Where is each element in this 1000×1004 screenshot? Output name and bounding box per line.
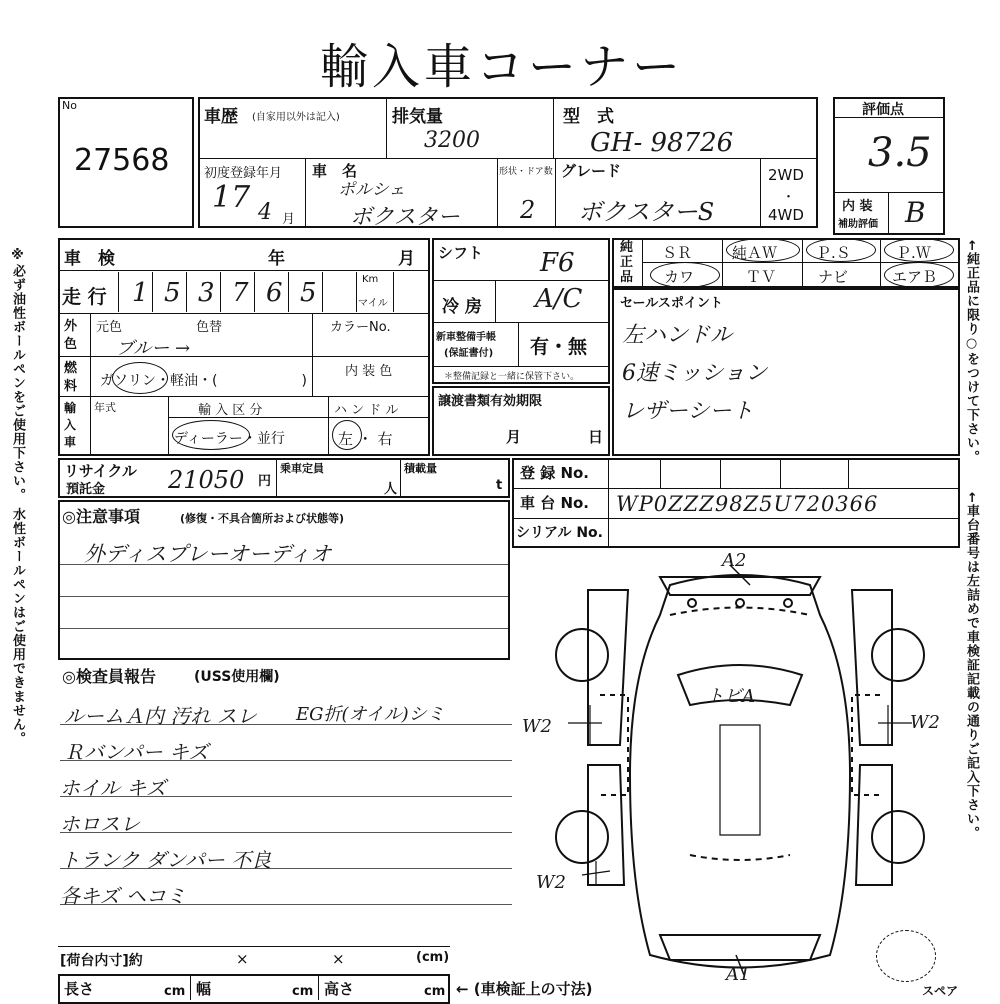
ac-label: 冷 房 <box>442 297 482 317</box>
recycle-value: 21050 <box>168 466 245 494</box>
genuine-aw: 純ＡＷ <box>732 244 778 262</box>
transfer-month: 月 <box>506 428 522 446</box>
import-year-label: 年式 <box>94 401 116 414</box>
shift-value: F6 <box>540 248 575 278</box>
inspector-label: ◎検査員報告 <box>62 667 156 686</box>
history-note: (自家用以外は記入) <box>252 112 340 123</box>
genuine-navi: ナビ <box>818 268 849 286</box>
recycle-label2: 預託金 <box>66 482 106 497</box>
chassis-label: 車 台 No. <box>520 494 590 512</box>
genuine-airbag: エアＢ <box>892 268 938 286</box>
import-category-label: 輸 入 区 分 <box>198 403 263 418</box>
dims-note: ← (車検証上の寸法) <box>456 980 593 998</box>
cargo-x1: × <box>236 950 249 968</box>
color-no-label: カラーNo. <box>330 320 391 335</box>
fuel-options: ガソリン・軽油・( ) <box>100 373 307 389</box>
serial-label: シリアル No. <box>516 525 603 541</box>
inspector-line-1: ルームＡ内 汚れ スレ <box>64 704 257 728</box>
caution-note: (修復・不具合箇所および状態等) <box>180 512 345 525</box>
mileage-digit-3: 3 <box>198 278 215 308</box>
mileage-unit-km: Km <box>362 274 379 285</box>
dims-height: 高さ <box>324 980 355 998</box>
diagram-label-w2-left: W2 <box>522 716 552 737</box>
fuel-label: 燃料 <box>64 361 78 394</box>
inspector-note: (USS使用欄) <box>194 669 280 685</box>
inspection-year: 年 <box>268 249 285 269</box>
diagram-label-w2-rear: W2 <box>536 872 566 893</box>
dims-height-cm: cm <box>424 984 446 999</box>
first-reg-month: 4 <box>258 200 272 225</box>
load-label: 積載量 <box>404 462 437 475</box>
manual-note: ＊整備記録と一緒に保管下さい。 <box>444 372 580 382</box>
interior-value: B <box>905 196 926 229</box>
capacity-unit: 人 <box>384 482 398 497</box>
diagram-label-w2-right: W2 <box>910 712 940 733</box>
handle-value: 左 ・ 右 <box>338 430 393 448</box>
number-box <box>58 97 194 228</box>
number-label: No <box>62 99 77 112</box>
genuine-label: 純正品 <box>620 240 634 285</box>
interior-color-label: 内 装 色 <box>345 364 393 379</box>
caution-line-1: 外ディスプレーオーディオ <box>84 542 332 566</box>
genuine-sr: ＳＲ <box>662 244 693 262</box>
circle-ps <box>806 238 876 262</box>
score-label: 評価点 <box>862 102 904 118</box>
dims-length-cm: cm <box>164 984 186 999</box>
number-value: 27568 <box>74 143 170 178</box>
manual-label2: (保証書付) <box>444 348 494 359</box>
displacement-value: 3200 <box>424 128 480 153</box>
dealer-circle <box>172 420 250 450</box>
sales-point-line-2: 6速ミッション <box>622 361 768 386</box>
mileage-digit-2: 5 <box>164 278 181 308</box>
car-name-label: 車 名 <box>312 162 358 180</box>
first-reg-label: 初度登録年月 <box>204 166 283 181</box>
mileage-digits <box>118 272 430 312</box>
exterior-change-label: 色替 <box>196 320 223 335</box>
shift-label: シフト <box>438 244 484 262</box>
drive-4wd: 4WD <box>768 206 804 224</box>
sales-point-label: セールスポイント <box>620 296 723 311</box>
page-title: 輸入車コーナー <box>320 39 685 95</box>
doors-value: 2 <box>520 196 536 224</box>
circle-leather <box>650 262 720 288</box>
left-note: ※必ず油性ボールペンをご使用下さい。 水性ボールペンはご使用できません。 <box>10 248 25 746</box>
history-label: 車歴 <box>204 107 238 127</box>
inspector-line-6: 各キズ ヘコミ <box>60 884 186 908</box>
mileage-unit-mile: マイル <box>358 298 388 309</box>
right-note-genuine: ←純正品に限り○をつけて下さい。 <box>964 240 979 464</box>
diagram-label-tobi-a: トビA <box>706 686 755 707</box>
inspector-extra: EG折(オイル)シミ <box>296 704 445 725</box>
circle-aw <box>726 238 800 262</box>
recycle-label1: リサイクル <box>64 462 137 480</box>
load-unit: t <box>496 478 503 493</box>
grade-label: グレード <box>561 162 622 180</box>
mileage-digit-6: 5 <box>300 278 317 308</box>
cargo-x2: × <box>332 950 345 968</box>
transfer-day: 日 <box>588 428 604 446</box>
interior-label1: 内 装 <box>842 199 873 214</box>
import-label: 輸入車 <box>64 401 77 449</box>
import-category-value: ディーラー・並行 <box>174 431 285 447</box>
model-type-value: GH- 98726 <box>590 128 734 158</box>
dims-length: 長さ <box>64 980 95 998</box>
inspector-line-3: ホイル キズ <box>60 776 166 800</box>
ac-value: A/C <box>535 284 583 314</box>
drive-sep: ・ <box>782 190 796 205</box>
diagram-label-a1: A1 <box>726 964 751 985</box>
inspector-line-2: Ｒバンパー キズ <box>64 740 209 764</box>
transfer-label: 譲渡書類有効期限 <box>438 394 543 409</box>
model-type-label: 型 式 <box>563 107 614 127</box>
exterior-label: 外色 <box>64 319 78 352</box>
genuine-leather: カワ <box>664 268 695 286</box>
displacement-label: 排気量 <box>392 107 443 127</box>
manual-label1: 新車整備手帳 <box>436 332 496 343</box>
car-name-model: ボクスター <box>350 205 460 230</box>
inspector-line-4: ホロスレ <box>60 812 140 836</box>
handle-label: ハ ン ド ル <box>334 403 399 418</box>
sales-point-line-1: 左ハンドル <box>622 323 733 348</box>
recycle-unit: 円 <box>258 474 272 489</box>
interior-label2: 補助評価 <box>838 219 878 230</box>
exterior-orig-label: 元色 <box>96 320 123 335</box>
exterior-value: ブルー → <box>116 338 191 359</box>
spare-label: スペア <box>922 984 959 998</box>
score-value: 3.5 <box>868 130 932 176</box>
genuine-pw: Ｐ.Ｗ <box>896 244 931 262</box>
drive-2wd: 2WD <box>768 166 804 184</box>
sales-point-line-3: レザーシート <box>622 399 754 424</box>
first-reg-year: 17 <box>212 180 251 215</box>
mileage-label: 走 行 <box>62 286 107 308</box>
capacity-label: 乗車定員 <box>280 462 324 475</box>
mileage-digit-5: 6 <box>266 278 283 308</box>
inspector-line-5: トランク ダンパー 不良 <box>60 848 272 872</box>
inspection-month: 月 <box>398 249 415 269</box>
first-reg-month-unit: 月 <box>282 212 296 227</box>
car-diagram <box>520 555 960 985</box>
cargo-unit: (cm) <box>416 950 450 965</box>
fuel-circle <box>112 362 168 394</box>
caution-label: ◎注意事項 <box>62 507 140 526</box>
car-name-maker: ポルシェ <box>338 180 406 200</box>
inspection-label: 車 検 <box>64 249 115 269</box>
manual-value: 有・無 <box>530 336 588 358</box>
spare-circle <box>876 930 936 982</box>
right-note-chassis: ←車台番号は左詰めで車検証記載の通りご記入下さい。 <box>964 492 979 840</box>
mileage-digit-4: 7 <box>232 278 249 308</box>
dims-width: 幅 <box>196 980 212 998</box>
circle-pw <box>884 238 954 262</box>
diagram-label-a2: A2 <box>722 550 747 571</box>
doors-label: 形状・ドア数 <box>499 167 553 177</box>
genuine-ps: Ｐ.Ｓ <box>816 244 851 262</box>
cargo-label: [荷台内寸]約 <box>60 953 143 969</box>
registration-label: 登 録 No. <box>520 464 590 482</box>
genuine-tv: ＴＶ <box>746 268 777 286</box>
chassis-value: WP0ZZZ98Z5U720366 <box>616 492 879 516</box>
circle-airbag <box>884 262 954 288</box>
grade-value: ボクスターS <box>578 198 715 226</box>
mileage-digit-1: 1 <box>132 278 149 308</box>
dims-width-cm: cm <box>292 984 314 999</box>
handle-left-circle <box>332 420 362 450</box>
